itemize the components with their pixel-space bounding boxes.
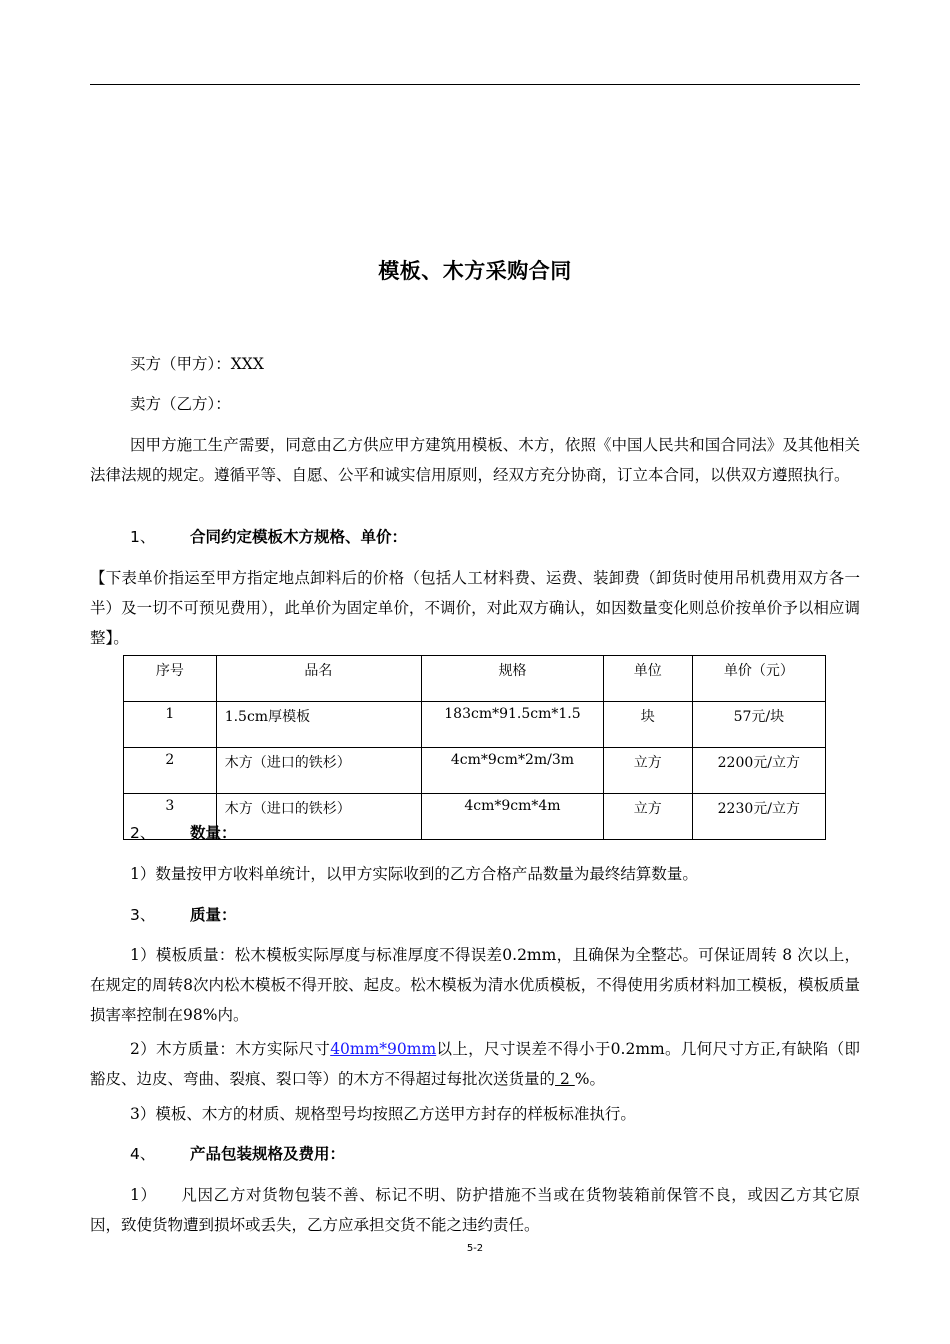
quantity-clause-1: 1）数量按甲方收料单统计，以甲方实际收到的乙方合格产品数量为最终结算数量。: [130, 865, 698, 883]
header-cell-unit: 单位: [603, 656, 692, 702]
section-number: 4、: [130, 1145, 156, 1163]
cell-price: 2200元/立方: [692, 748, 825, 794]
cell-unit: 立方: [603, 748, 692, 794]
cell-price: 57元/块: [692, 702, 825, 748]
section-number: 2、: [130, 824, 156, 842]
price-table: [123, 655, 826, 840]
cell-index: 1: [124, 702, 217, 748]
section-4-heading: [130, 1139, 345, 1169]
table-row: [124, 702, 826, 748]
header-cell-name: 品名: [216, 656, 421, 702]
quality-clause-2: [90, 1034, 860, 1094]
document-title: 模板、木方采购合同: [378, 259, 572, 283]
packaging-clause-1: 1） 凡因乙方对货物包装不善、标记不明、防护措施不当或在货物装箱前保管不良，或因乙方其它原因，致使货物遭到损坏或丢失，乙方应承担交货不能之违约责任。: [90, 1186, 860, 1234]
quality-clause-1: 1）模板质量：松木模板实际厚度与标准厚度不得误差0.2mm，且确保为全整芯。可保证周转 8 次以上，在规定的周转8次内松木模板不得开胶、起皮。松木模板为清水优质模板，不得使用劣质材料加工模板，模板质量损害率控制在98%内。: [90, 946, 860, 1024]
header-cell-price: 单价（元）: [692, 656, 825, 702]
defect-percentage: 2: [555, 1070, 575, 1088]
cell-price: 2230元/立方: [692, 794, 825, 840]
section-number: 3、: [130, 906, 156, 924]
clause-text: 以上，尺寸误差不得小于0.2mm。几何尺寸方正,有缺陷（即豁皮、边皮、弯曲、裂痕、裂口等）的木方不得超过每批次送货量的: [90, 1040, 860, 1088]
cell-index: 3: [124, 794, 217, 840]
cell-spec: 4cm*9cm*4m: [422, 794, 604, 840]
section-2-heading: [130, 818, 237, 848]
section-title: 数量：: [190, 824, 237, 842]
table-row: [124, 748, 826, 794]
cell-spec: 4cm*9cm*2m/3m: [422, 748, 604, 794]
cell-name: 木方（进口的铁杉）: [216, 748, 421, 794]
section-number: 1、: [130, 528, 156, 546]
cell-unit: 块: [603, 702, 692, 748]
intro-paragraph: 因甲方施工生产需要，同意由乙方供应甲方建筑用模板、木方，依照《中国人民共和国合同法》及其他相关法律法规的规定。遵循平等、自愿、公平和诚实信用原则，经双方充分协商，订立本合同，以供双方遵照执行。: [90, 436, 860, 484]
cell-name: 木方（进口的铁杉）: [216, 794, 421, 840]
header-cell-spec: 规格: [422, 656, 604, 702]
dimension-link[interactable]: 40mm*90mm: [330, 1040, 437, 1058]
section-1-heading: [130, 522, 407, 552]
section-title: 产品包装规格及费用：: [190, 1145, 346, 1163]
header-cell-index: 序号: [124, 656, 217, 702]
seller-line: 卖方（乙方）：: [130, 395, 231, 413]
buyer-line: 买方（甲方）：XXX: [130, 355, 264, 373]
clause-text: 2）木方质量：木方实际尺寸: [130, 1040, 331, 1058]
cell-spec: 183cm*91.5cm*1.5: [422, 702, 604, 748]
cell-name: 1.5cm厚模板: [216, 702, 421, 748]
section-title: 合同约定模板木方规格、单价：: [190, 528, 408, 546]
section-title: 质量：: [190, 906, 237, 924]
cell-unit: 立方: [603, 794, 692, 840]
table-header-row: [124, 656, 826, 702]
clause-text: %。: [574, 1070, 605, 1088]
price-note-paragraph: 【下表单价指运至甲方指定地点卸料后的价格（包括人工材料费、运费、装卸费（卸货时使用吊机费用双方各一半）及一切不可预见费用），此单价为固定单价，不调价，对此双方确认，如因数量变化则总价按单价予以相应调整】。: [90, 569, 860, 647]
cell-index: 2: [124, 748, 217, 794]
section-3-heading: [130, 900, 237, 930]
quality-clause-3: 3）模板、木方的材质、规格型号均按照乙方送甲方封存的样板标准执行。: [130, 1105, 636, 1123]
page-number: 5-2: [466, 1243, 484, 1254]
header-rule: [90, 84, 860, 85]
